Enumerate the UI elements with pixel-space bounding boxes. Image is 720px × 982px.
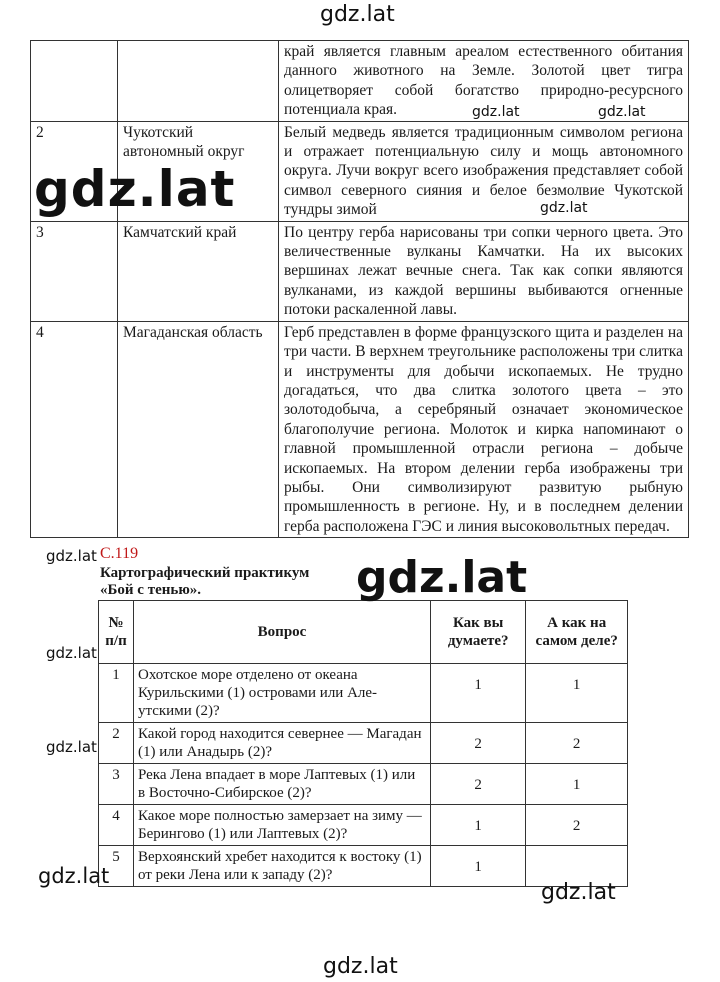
answer-actual: 1: [526, 764, 628, 805]
question-text: Верхоянский хребет находится к востоку (1) от реки Лена или к западу (2)?: [134, 846, 431, 887]
region-description: Белый медведь является традиционным символом региона и отражает потенциальную силу и мощь автономного округа. Лучи вокруг всего изображения представляет собой символ северного сияния и белое безмолвие Чукотской тундры зимой: [279, 121, 689, 221]
watermark: gdz.lat: [472, 104, 520, 120]
watermark: gdz.lat: [46, 738, 97, 756]
row-number: 3: [31, 221, 118, 321]
answer-actual: 2: [526, 723, 628, 764]
watermark: gdz.lat: [46, 644, 97, 662]
answer-think: 1: [431, 664, 526, 723]
region-name: Камчатский край: [118, 221, 279, 321]
watermark: gdz.lat: [38, 864, 110, 888]
region-name: [118, 41, 279, 122]
row-number: 2: [31, 121, 118, 221]
question-text: Какой город находится севернее — Магадан (1) или Анадырь (2)?: [134, 723, 431, 764]
practicum-table: [98, 600, 628, 887]
region-description: край является главным ареалом естественного обитания данного животного на Земле. Золотой цвет тигра олицетворяет собой богатство природно-ресурсного потенциала края.: [279, 41, 689, 122]
page-reference: С.119: [100, 545, 139, 562]
table-row: [31, 321, 689, 537]
question-text: Река Лена впадает в море Лаптевых (1) или в Восточно-Сибирское (2)?: [134, 764, 431, 805]
answer-think: 1: [431, 846, 526, 887]
header-question: Вопрос: [134, 601, 431, 664]
region-name: Чукотский автономный округ: [118, 121, 279, 221]
question-text: Охотское море отделено от океана Курильскими (1) островами или Але-утскими (2)?: [134, 664, 431, 723]
watermark: gdz.lat: [323, 954, 398, 979]
answer-actual: 1: [526, 664, 628, 723]
row-number: 3: [99, 764, 134, 805]
watermark: gdz.lat: [356, 552, 528, 603]
row-number: 4: [31, 321, 118, 537]
header-think: Как вы думаете?: [431, 601, 526, 664]
answer-actual: 2: [526, 805, 628, 846]
region-name: Магаданская область: [118, 321, 279, 537]
table-row: [99, 805, 628, 846]
header-actual: А как на самом деле?: [526, 601, 628, 664]
row-number: 4: [99, 805, 134, 846]
table-header-row: [99, 601, 628, 664]
header-number: № п/п: [99, 601, 134, 664]
answer-think: 2: [431, 764, 526, 805]
region-description: По центру герба нарисованы три сопки черного цвета. Это величественные вулканы Камчатки. На их высоких вершинах лежат вечные снега. Так как сопки являются вулканами, из каждой вершины выбиваются огненные потоки раскаленной лавы.: [279, 221, 689, 321]
table-row: [31, 221, 689, 321]
table-row: [99, 664, 628, 723]
table-row: [31, 41, 689, 122]
watermark: gdz.lat: [34, 160, 236, 218]
watermark: gdz.lat: [320, 2, 395, 27]
watermark: gdz.lat: [46, 547, 97, 565]
question-text: Какое море полностью замерзает на зиму — Берингово (1) или Лаптевых (2)?: [134, 805, 431, 846]
table-row: [99, 764, 628, 805]
answer-think: 1: [431, 805, 526, 846]
row-number: 5: [99, 846, 134, 887]
practicum-title-line1: Картографический практикум: [100, 565, 310, 581]
practicum-title: [100, 565, 400, 599]
row-number: 2: [99, 723, 134, 764]
region-description: Герб представлен в форме французского щита и разделен на три части. В верхнем треугольнике расположены три слитка и инструменты для добычи ископаемых. Не трудно догадаться, что два слитка золотого цвета – это золотодобыча, а серебряный означает экономическое благополучие региона. Молоток и кирка напоминают о главной промышленной отрасли региона – добыче ископаемых. На втором делении герба изображены три рыбы. Они символизируют развитую рыбную промышленность в регионе. Ну, и в последнем делении герба расположена ГЭС и линия высоковольтных передач.: [279, 321, 689, 537]
row-number: [31, 41, 118, 122]
coat-of-arms-table: [30, 40, 689, 538]
answer-think: 2: [431, 723, 526, 764]
practicum-title-line2: «Бой с тенью».: [100, 582, 202, 598]
table-row: [99, 723, 628, 764]
watermark: gdz.lat: [598, 104, 646, 120]
watermark: gdz.lat: [540, 200, 588, 216]
watermark: gdz.lat: [541, 880, 616, 905]
row-number: 1: [99, 664, 134, 723]
